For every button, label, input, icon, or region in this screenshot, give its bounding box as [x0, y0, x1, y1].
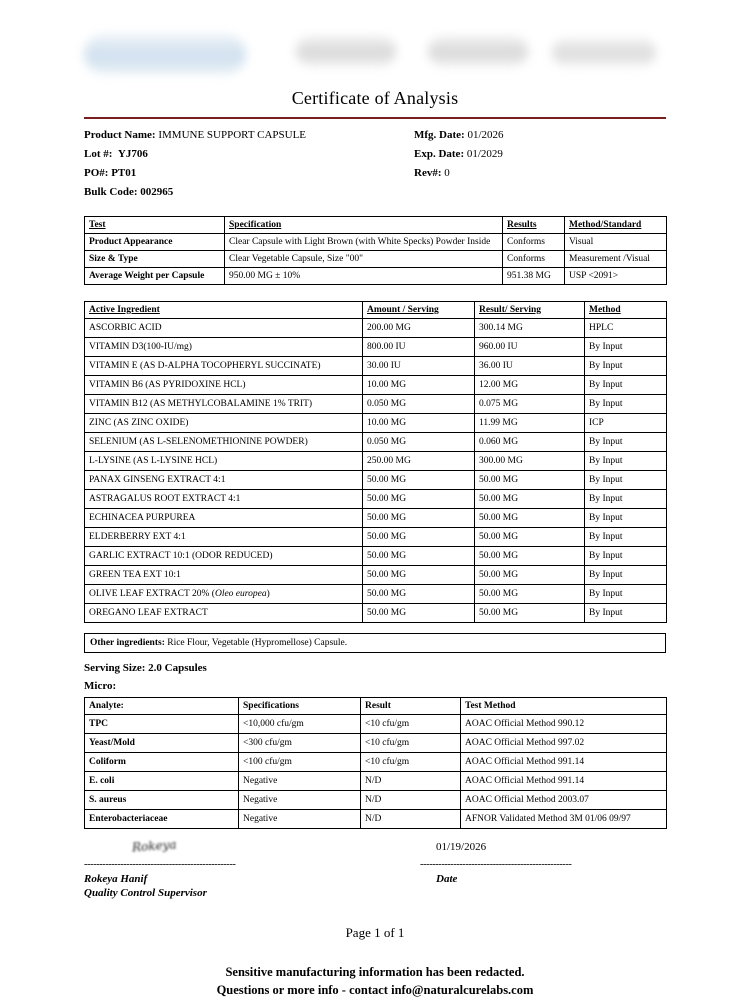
spec-col-results: Results: [503, 217, 565, 234]
micro-section-label: Micro:: [84, 680, 117, 692]
cell-analyte: TPC: [85, 715, 239, 734]
table-row: [85, 509, 667, 528]
cell-analyte: Coliform: [85, 753, 239, 772]
table-row: [85, 395, 667, 414]
header-row-po: [84, 167, 666, 179]
cell-amount: 50.00 MG: [363, 547, 475, 566]
table-row: [85, 585, 667, 604]
cell-amount: 30.00 IU: [363, 357, 475, 376]
cell-method: Visual: [565, 234, 667, 251]
cell-result: 50.00 MG: [475, 471, 585, 490]
cell-method: By Input: [585, 490, 667, 509]
cell-result: 50.00 MG: [475, 490, 585, 509]
cell-ingredient: ASTRAGALUS ROOT EXTRACT 4:1: [85, 490, 363, 509]
cell-ingredient: L-LYSINE (AS L-LYSINE HCL): [85, 452, 363, 471]
table-header-row: [85, 698, 667, 715]
cell-method: By Input: [585, 566, 667, 585]
table-row: [85, 414, 667, 433]
cell-spec: Negative: [239, 791, 361, 810]
cell-ingredient: VITAMIN D3(100-IU/mg): [85, 338, 363, 357]
rev-label: Rev#:: [414, 167, 442, 179]
cell-method: ICP: [585, 414, 667, 433]
lot-label: Lot #:: [84, 148, 113, 160]
cell-method: By Input: [585, 528, 667, 547]
redacted-header-area: [0, 0, 750, 72]
cell-ingredient: ECHINACEA PURPUREA: [85, 509, 363, 528]
product-name-label: Product Name:: [84, 129, 156, 141]
cell-result: N/D: [361, 772, 461, 791]
cell-result: 50.00 MG: [475, 566, 585, 585]
table-row: [85, 433, 667, 452]
cell-result: 0.060 MG: [475, 433, 585, 452]
active-col-result: Result/ Serving: [475, 302, 585, 319]
cell-test-method: AOAC Official Method 990.12: [461, 715, 667, 734]
cell-specification: Clear Capsule with Light Brown (with White Specks) Powder Inside: [225, 234, 503, 251]
cell-ingredient: ELDERBERRY EXT 4:1: [85, 528, 363, 547]
cell-amount: 250.00 MG: [363, 452, 475, 471]
cell-specification: 950.00 MG ± 10%: [225, 268, 503, 285]
table-row: [85, 357, 667, 376]
cell-amount: 200.00 MG: [363, 319, 475, 338]
cell-result: 50.00 MG: [475, 528, 585, 547]
redacted-text-blob-2: [428, 36, 528, 66]
cell-method: USP <2091>: [565, 268, 667, 285]
cell-amount: 50.00 MG: [363, 604, 475, 623]
cell-amount: 10.00 MG: [363, 414, 475, 433]
spec-col-method: Method/Standard: [565, 217, 667, 234]
cell-method: By Input: [585, 471, 667, 490]
cell-method: By Input: [585, 452, 667, 471]
table-row: [85, 734, 667, 753]
spec-col-specification: Specification: [225, 217, 503, 234]
table-header-row: [85, 217, 667, 234]
redacted-text-blob-3: [552, 38, 656, 66]
table-row: [85, 376, 667, 395]
cell-amount: 800.00 IU: [363, 338, 475, 357]
active-col-ingredient: Active Ingredient: [85, 302, 363, 319]
cell-amount: 50.00 MG: [363, 471, 475, 490]
lot-value: YJ706: [117, 148, 148, 160]
table-row: [85, 791, 667, 810]
micro-col-result: Result: [361, 698, 461, 715]
page-title: Certificate of Analysis: [291, 88, 459, 108]
table-row: [85, 810, 667, 829]
cell-method: By Input: [585, 395, 667, 414]
cell-spec: Negative: [239, 772, 361, 791]
cell-result: N/D: [361, 810, 461, 829]
header-row-lot: [84, 148, 666, 160]
table-row: [85, 547, 667, 566]
cell-result: 12.00 MG: [475, 376, 585, 395]
signature-block: [84, 837, 666, 911]
cell-ingredient: OLIVE LEAF EXTRACT 20% (Oleo europea): [85, 585, 363, 604]
cell-method: By Input: [585, 585, 667, 604]
cell-test-method: AOAC Official Method 991.14: [461, 772, 667, 791]
cell-method: By Input: [585, 357, 667, 376]
footer-notice: [0, 963, 750, 999]
cell-result: N/D: [361, 791, 461, 810]
signed-date-value: 01/19/2026: [436, 841, 487, 853]
cell-amount: 50.00 MG: [363, 490, 475, 509]
table-row: [85, 319, 667, 338]
bulk-code-value: 002965: [140, 186, 174, 198]
cell-spec: <300 cfu/gm: [239, 734, 361, 753]
cell-result: 50.00 MG: [475, 604, 585, 623]
cell-analyte: Enterobacteriaceae: [85, 810, 239, 829]
cell-method: By Input: [585, 604, 667, 623]
cell-method: By Input: [585, 433, 667, 452]
header-info: [84, 129, 666, 198]
cell-result: 50.00 MG: [475, 547, 585, 566]
footer-line-2: Questions or more info - contact info@naturalcurelabs.com: [216, 983, 534, 998]
cell-method: By Input: [585, 376, 667, 395]
other-ingredients-box: [84, 633, 666, 653]
page-number: Page 1 of 1: [345, 925, 405, 940]
table-row: [85, 772, 667, 791]
cell-spec: <10,000 cfu/gm: [239, 715, 361, 734]
po-value: PT01: [111, 167, 137, 179]
table-row: [85, 753, 667, 772]
header-row-bulk: [84, 186, 666, 198]
cell-result: 50.00 MG: [475, 509, 585, 528]
active-col-method: Method: [585, 302, 667, 319]
specification-table: [84, 216, 667, 285]
micro-table: [84, 697, 667, 829]
cell-analyte: S. aureus: [85, 791, 239, 810]
table-row: [85, 452, 667, 471]
cell-test: Product Appearance: [85, 234, 225, 251]
header-row-product: [84, 129, 666, 141]
signatory-name: Rokeya Hanif: [84, 873, 148, 885]
cell-amount: 0.050 MG: [363, 433, 475, 452]
cell-result: 11.99 MG: [475, 414, 585, 433]
cell-test: Average Weight per Capsule: [85, 268, 225, 285]
cell-result: 36.00 IU: [475, 357, 585, 376]
cell-ingredient: SELENIUM (AS L-SELENOMETHIONINE POWDER): [85, 433, 363, 452]
cell-analyte: Yeast/Mold: [85, 734, 239, 753]
table-row: [85, 490, 667, 509]
micro-col-specifications: Specifications: [239, 698, 361, 715]
micro-col-analyte: Analyte:: [85, 698, 239, 715]
signature-image: Rokeya: [131, 837, 178, 855]
cell-analyte: E. coli: [85, 772, 239, 791]
cell-result: <10 cfu/gm: [361, 715, 461, 734]
redacted-logo-blob: [84, 34, 246, 74]
table-row: [85, 471, 667, 490]
cell-result: 0.075 MG: [475, 395, 585, 414]
table-row: [85, 604, 667, 623]
cell-result: 50.00 MG: [475, 585, 585, 604]
cell-test-method: AFNOR Validated Method 3M 01/06 09/97: [461, 810, 667, 829]
spec-col-test: Test: [85, 217, 225, 234]
other-ingredients-label: Other ingredients:: [90, 638, 165, 648]
cell-ingredient: VITAMIN B12 (AS METHYLCOBALAMINE 1% TRIT): [85, 395, 363, 414]
cell-test-method: AOAC Official Method 997.02: [461, 734, 667, 753]
cell-result: 960.00 IU: [475, 338, 585, 357]
product-name-value: IMMUNE SUPPORT CAPSULE: [158, 129, 307, 141]
cell-result: 951.38 MG: [503, 268, 565, 285]
cell-result: 300.14 MG: [475, 319, 585, 338]
cell-amount: 50.00 MG: [363, 509, 475, 528]
cell-result: 300.00 MG: [475, 452, 585, 471]
micro-col-test-method: Test Method: [461, 698, 667, 715]
signatory-role: Quality Control Supervisor: [84, 887, 207, 899]
cell-ingredient: PANAX GINSENG EXTRACT 4:1: [85, 471, 363, 490]
exp-date-label: Exp. Date:: [414, 148, 465, 160]
cell-amount: 50.00 MG: [363, 528, 475, 547]
cell-result: Conforms: [503, 251, 565, 268]
table-row: [85, 251, 667, 268]
signature-line-left: --------------------------------------------------: [84, 859, 236, 870]
cell-spec: Negative: [239, 810, 361, 829]
cell-method: By Input: [585, 509, 667, 528]
cell-result: Conforms: [503, 234, 565, 251]
cell-amount: 50.00 MG: [363, 566, 475, 585]
cell-spec: <100 cfu/gm: [239, 753, 361, 772]
cell-ingredient: VITAMIN B6 (AS PYRIDOXINE HCL): [85, 376, 363, 395]
signature-line-right: --------------------------------------------------: [420, 859, 572, 870]
table-row: [85, 528, 667, 547]
cell-method: Measurement /Visual: [565, 251, 667, 268]
footer-line-1: Sensitive manufacturing information has been redacted.: [225, 965, 525, 979]
table-row: [85, 715, 667, 734]
cell-result: <10 cfu/gm: [361, 753, 461, 772]
mfg-date-label: Mfg. Date:: [414, 129, 465, 141]
cell-ingredient: ZINC (AS ZINC OXIDE): [85, 414, 363, 433]
cell-test-method: AOAC Official Method 2003.07: [461, 791, 667, 810]
cell-method: HPLC: [585, 319, 667, 338]
cell-specification: Clear Vegetable Capsule, Size "00": [225, 251, 503, 268]
cell-method: By Input: [585, 547, 667, 566]
cell-method: By Input: [585, 338, 667, 357]
title-divider: [84, 117, 666, 119]
redacted-text-blob-1: [296, 36, 396, 66]
serving-size: Serving Size: 2.0 Capsules: [84, 662, 207, 674]
other-ingredients-value: Rice Flour, Vegetable (Hypromellose) Capsule.: [167, 638, 348, 648]
cell-amount: 50.00 MG: [363, 585, 475, 604]
cell-ingredient: OREGANO LEAF EXTRACT: [85, 604, 363, 623]
table-header-row: [85, 302, 667, 319]
mfg-date-value: 01/2026: [467, 129, 504, 141]
table-row: [85, 234, 667, 251]
po-label: PO#:: [84, 167, 109, 179]
active-ingredients-table: [84, 301, 667, 623]
date-label: Date: [436, 873, 458, 885]
cell-test: Size & Type: [85, 251, 225, 268]
cell-ingredient: ASCORBIC ACID: [85, 319, 363, 338]
table-row: [85, 566, 667, 585]
table-row: [85, 268, 667, 285]
table-row: [85, 338, 667, 357]
cell-result: <10 cfu/gm: [361, 734, 461, 753]
active-col-amount: Amount / Serving: [363, 302, 475, 319]
rev-value: 0: [444, 167, 450, 179]
cell-amount: 0.050 MG: [363, 395, 475, 414]
cell-ingredient: GARLIC EXTRACT 10:1 (ODOR REDUCED): [85, 547, 363, 566]
bulk-code-label: Bulk Code:: [84, 186, 138, 198]
cell-ingredient: GREEN TEA EXT 10:1: [85, 566, 363, 585]
cell-test-method: AOAC Official Method 991.14: [461, 753, 667, 772]
exp-date-value: 01/2029: [466, 148, 503, 160]
cell-ingredient: VITAMIN E (AS D-ALPHA TOCOPHERYL SUCCINATE): [85, 357, 363, 376]
cell-amount: 10.00 MG: [363, 376, 475, 395]
